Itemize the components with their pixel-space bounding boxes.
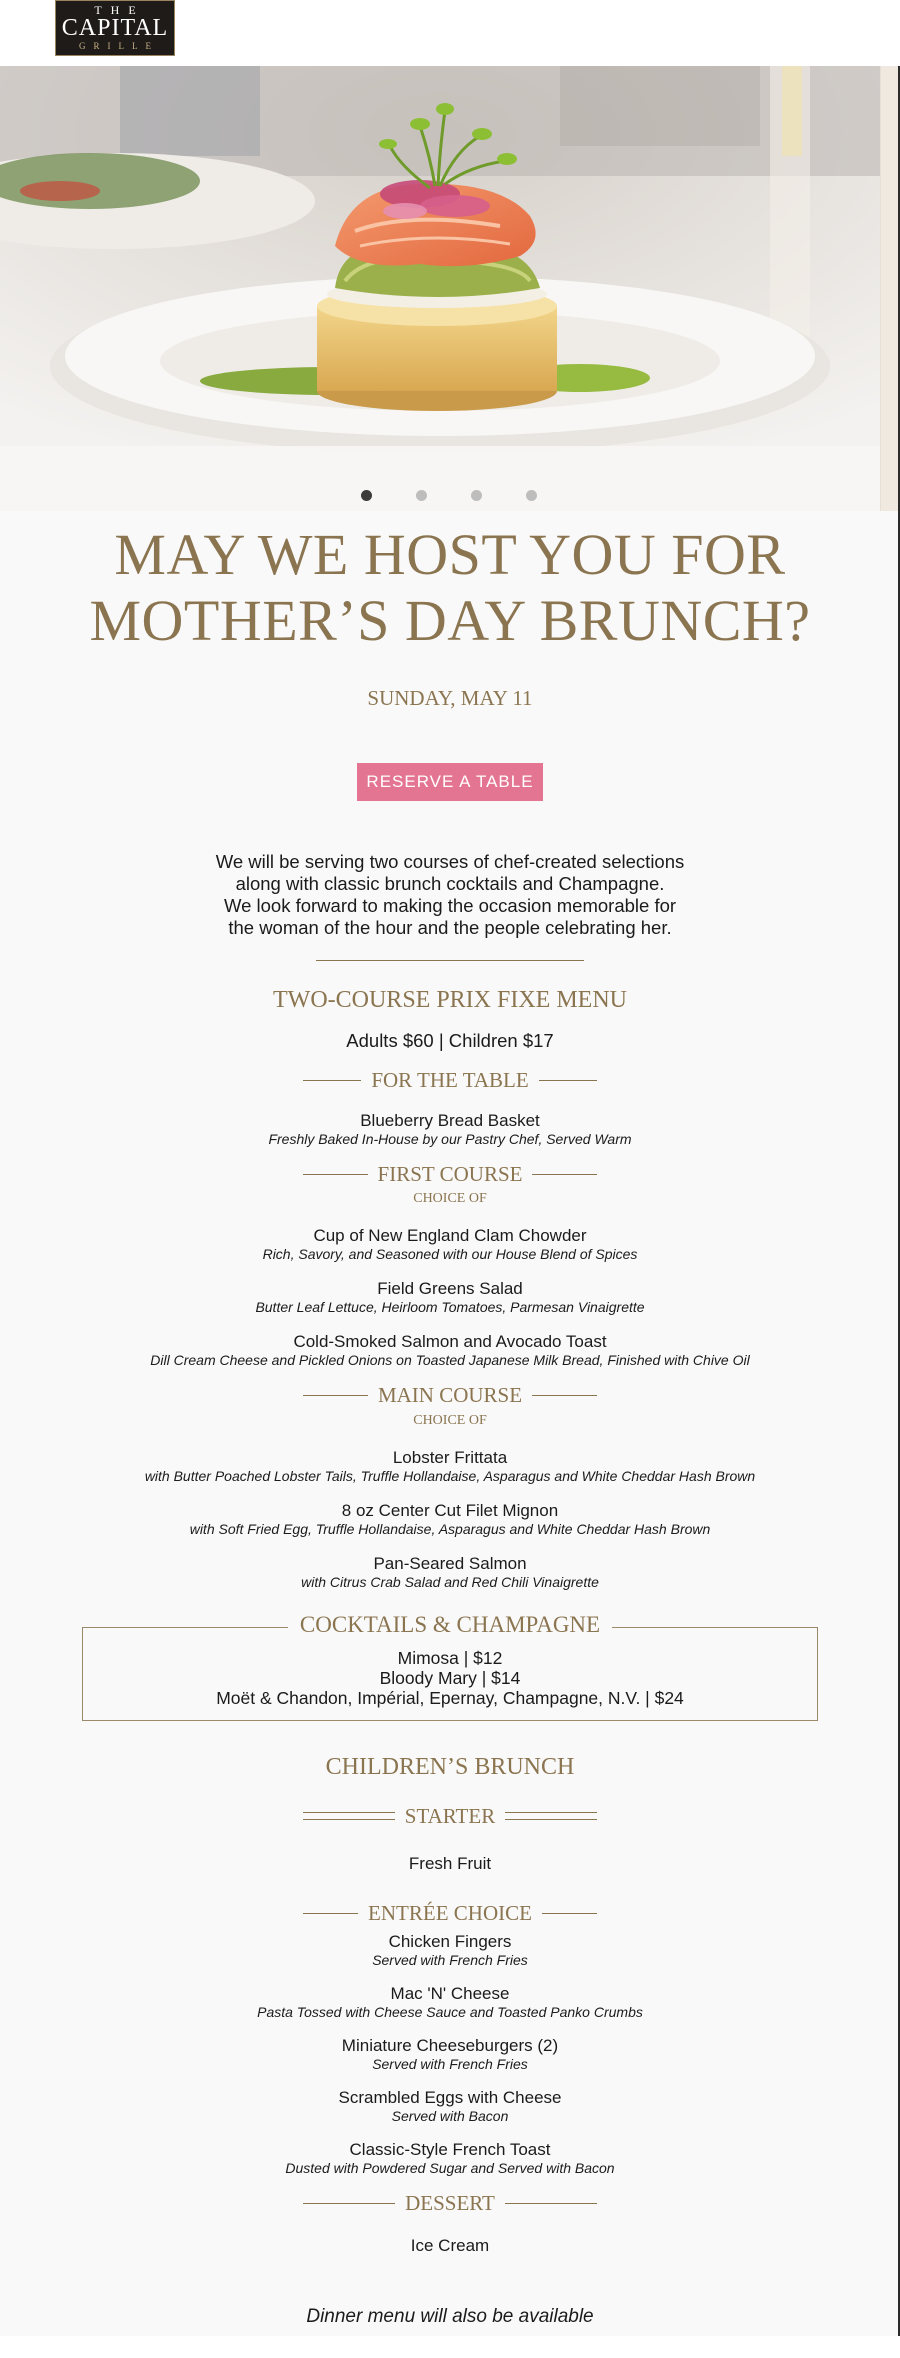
intro-line: We will be serving two courses of chef-created selections — [215, 851, 685, 872]
cocktail-list — [0, 1648, 900, 1708]
cocktail-item: Moët & Chandon, Impérial, Epernay, Champagne, N.V. | $24 — [216, 1688, 684, 1708]
intro-text — [0, 851, 900, 939]
event-date: SUNDAY, MAY 11 — [367, 686, 533, 710]
menu-item — [0, 2088, 900, 2125]
menu-item-desc: Dusted with Powdered Sugar and Served with Bacon — [285, 2160, 615, 2176]
menu-item-name: Ice Cream — [410, 2236, 490, 2255]
menu-item-desc: with Soft Fried Egg, Truffle Hollandaise, Asparagus and White Cheddar Hash Brown — [189, 1521, 711, 1537]
menu-item-name: Cup of New England Clam Chowder — [313, 1226, 587, 1245]
menu-item-desc: with Butter Poached Lobster Tails, Truffle Hollandaise, Asparagus and White Cheddar Hash Brown — [144, 1468, 756, 1484]
site-header — [0, 0, 900, 66]
logo-grille: GRILLE — [79, 41, 159, 51]
prix-fixe-title: TWO-COURSE PRIX FIXE MENU — [273, 987, 627, 1013]
logo-the: THE — [94, 3, 145, 17]
hero-image — [0, 66, 880, 511]
prix-fixe-price: Adults $60 | Children $17 — [346, 1030, 554, 1051]
childrens-brunch-title: CHILDREN’S BRUNCH — [325, 1754, 575, 1780]
menu-item — [0, 1111, 900, 1148]
capital-grille-logo[interactable] — [55, 0, 175, 56]
menu-item — [0, 1332, 900, 1369]
headline-line-1: MAY WE HOST YOU FOR — [114, 522, 786, 587]
menu-item-desc: Freshly Baked In-House by our Pastry Chef, Served Warm — [268, 1131, 632, 1147]
page-headline — [0, 522, 900, 654]
menu-item — [0, 1932, 900, 1969]
main-course-choice: CHOICE OF — [413, 1413, 487, 1428]
cocktail-item: Bloody Mary | $14 — [379, 1668, 521, 1688]
logo-capital: CAPITAL — [61, 15, 169, 41]
menu-item-desc: Butter Leaf Lettuce, Heirloom Tomatoes, Parmesan Vinaigrette — [255, 1299, 645, 1315]
menu-item-name: Scrambled Eggs with Cheese — [338, 2088, 562, 2107]
intro-line: along with classic brunch cocktails and Champagne. — [235, 873, 665, 894]
dinner-menu-note: Dinner menu will also be available — [306, 2306, 594, 2327]
dessert-heading: DESSERT — [303, 2191, 597, 2216]
menu-item — [0, 1501, 900, 1538]
menu-item-name: Fresh Fruit — [408, 1854, 492, 1873]
carousel-dot-1[interactable] — [361, 490, 372, 501]
menu-item-name: Mac 'N' Cheese — [390, 1984, 510, 2003]
menu-item-desc: with Citrus Crab Salad and Red Chili Vinaigrette — [301, 1574, 599, 1590]
menu-item — [0, 1554, 900, 1591]
menu-item-name: Pan-Seared Salmon — [373, 1554, 527, 1573]
hero-edge — [880, 66, 900, 511]
main-course-heading: MAIN COURSE — [303, 1383, 597, 1408]
cocktails-title: COCKTAILS & CHAMPAGNE — [288, 1612, 612, 1637]
page-bottom — [0, 2336, 900, 2358]
cocktail-item: Mimosa | $12 — [397, 1648, 503, 1668]
menu-item-name: Field Greens Salad — [377, 1279, 523, 1298]
menu-item-name: Lobster Frittata — [392, 1448, 508, 1467]
menu-item-name: 8 oz Center Cut Filet Mignon — [341, 1501, 559, 1520]
menu-item-desc: Dill Cream Cheese and Pickled Onions on Toasted Japanese Milk Bread, Finished with Chive Oil — [150, 1352, 750, 1368]
menu-item-name: Cold-Smoked Salmon and Avocado Toast — [293, 1332, 607, 1351]
for-the-table-heading: FOR THE TABLE — [303, 1068, 597, 1093]
menu-item-desc: Served with Bacon — [391, 2108, 509, 2124]
first-course-choice: CHOICE OF — [413, 1191, 487, 1206]
menu-item — [0, 1279, 900, 1316]
cocktails-heading — [0, 1612, 900, 1638]
carousel-dot-3[interactable] — [471, 490, 482, 501]
menu-item — [0, 1226, 900, 1263]
reserve-table-button[interactable]: RESERVE A TABLE — [357, 763, 543, 801]
carousel-dot-2[interactable] — [416, 490, 427, 501]
menu-item-name: Blueberry Bread Basket — [360, 1111, 540, 1130]
carousel-dots — [0, 490, 900, 502]
menu-item-name: Chicken Fingers — [388, 1932, 512, 1951]
menu-item-name: Classic-Style French Toast — [349, 2140, 551, 2159]
menu-item — [0, 2140, 900, 2177]
menu-item-name: Miniature Cheeseburgers (2) — [341, 2036, 559, 2055]
menu-item — [0, 1448, 900, 1485]
first-course-heading: FIRST COURSE — [303, 1162, 597, 1187]
menu-item-desc: Served with French Fries — [372, 1952, 528, 1968]
carousel-dot-4[interactable] — [526, 490, 537, 501]
intro-line: We look forward to making the occasion memorable for — [223, 895, 677, 916]
starter-heading: STARTER — [303, 1807, 597, 1825]
menu-item-desc: Rich, Savory, and Seasoned with our House Blend of Spices — [262, 1246, 638, 1262]
headline-line-2: MOTHER’S DAY BRUNCH? — [89, 588, 811, 653]
intro-line: the woman of the hour and the people celebrating her. — [228, 917, 672, 938]
menu-item — [0, 2036, 900, 2073]
entree-choice-heading: ENTRÉE CHOICE — [303, 1901, 597, 1926]
hero-food-illustration — [0, 66, 880, 511]
menu-item-desc: Pasta Tossed with Cheese Sauce and Toasted Panko Crumbs — [257, 2004, 643, 2020]
menu-item-desc: Served with French Fries — [372, 2056, 528, 2072]
section-divider — [316, 960, 584, 961]
menu-item — [0, 1984, 900, 2021]
